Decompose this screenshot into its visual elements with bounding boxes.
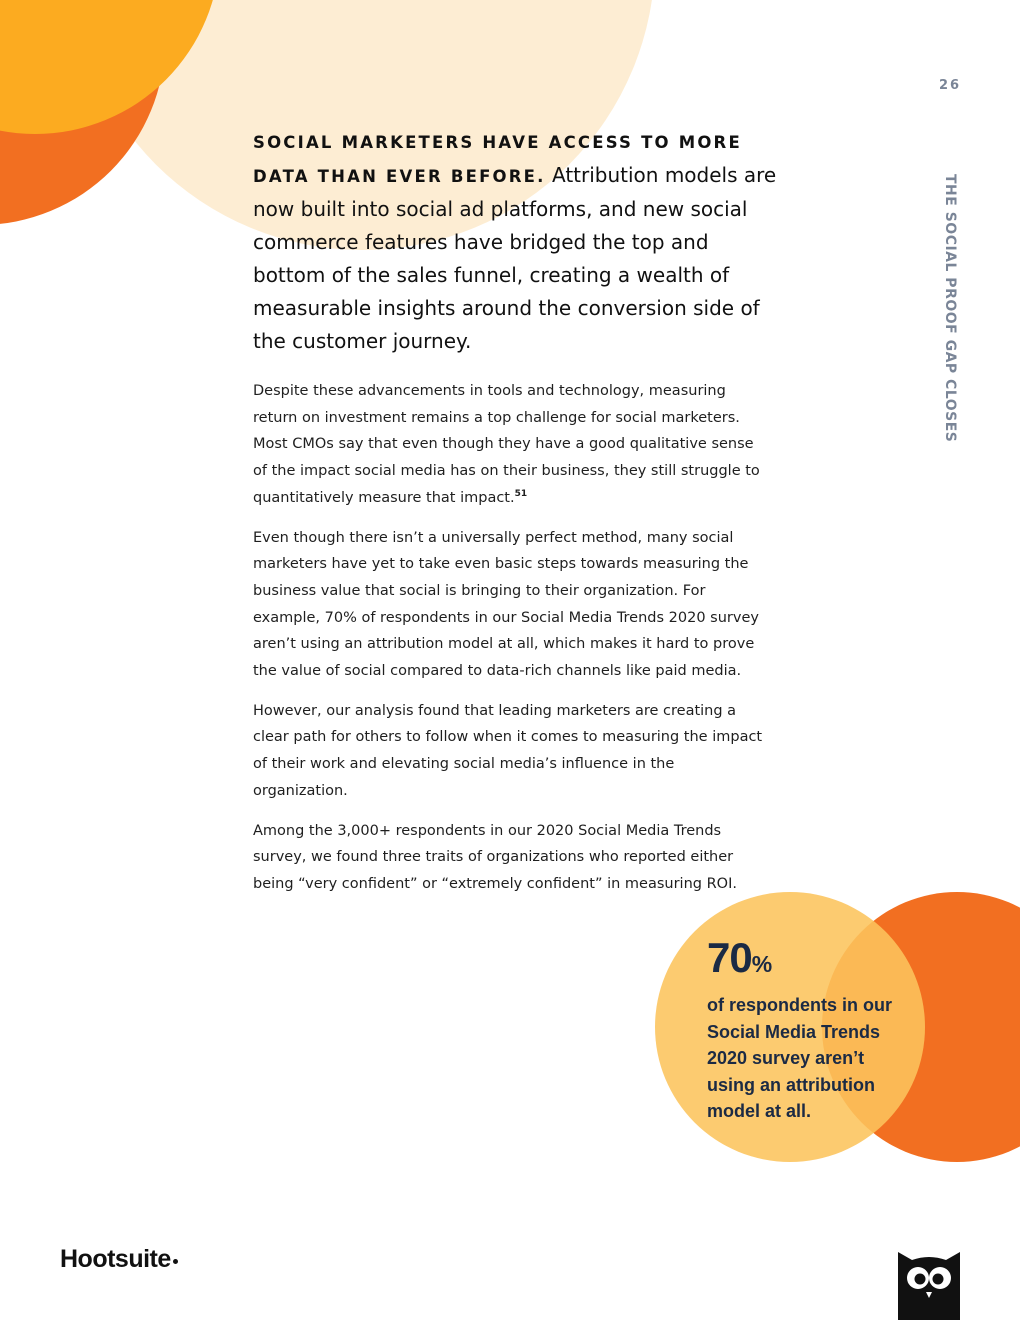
main-content [253,125,783,911]
body-paragraph-1 [253,378,768,512]
hootsuite-logo [60,1245,178,1274]
owl-icon [896,1248,962,1320]
body-paragraph-3: However, our analysis found that leading marketers are creating a clear path for others to follow when it comes to measuring the impact of their work and elevating social media’s influence in the organization. [253,702,763,799]
body-paragraph-2: Even though there isn’t a universally perfect method, many social marketers have yet to take even basic steps towards measuring the business value that social is bringing to their organization. For example, 70% of respondents in our Social Media Trends 2020 survey aren’t using an attribution model at all, which makes it hard to prove the value of social compared to data-rich channels like paid media. [253,529,759,680]
page-number: 26 [938,78,962,93]
brand-dot-icon [173,1259,178,1264]
body-paragraph-1-text: Despite these advancements in tools and technology, measuring return on investment remains a top challenge for social marketers. Most CMOs say that even though they have a good qualitative sense of the impact social media has on their business, they still struggle to quantitatively measure that impact. [253,383,760,506]
section-title: THE SOCIAL PROOF GAP CLOSES [942,174,958,443]
stat-description: of respondents in our Social Media Trends 2020 survey aren’t using an attribution model at all. [707,995,893,1121]
lead-caps-text: SOCIAL MARKETERS HAVE ACCESS TO MORE DATA THAN EVER BEFORE. [253,133,742,186]
footnote-reference[interactable]: 51 [514,488,528,499]
lead-paragraph [253,125,783,358]
stat-unit: % [751,951,773,977]
brand-name: Hootsuite [60,1245,171,1273]
stat-value: 70 [707,934,752,981]
stat-callout [707,930,912,1125]
body-paragraph-4: Among the 3,000+ respondents in our 2020 Social Media Trends survey, we found three traits of organizations who reported either being “very confident” or “extremely confident” in measuring ROI. [253,822,737,892]
stat-value-line [707,930,912,992]
lead-rest-text: Attribution models are now built into social ad platforms, and new social commerce features have bridged the top and bottom of the sales funnel, creating a wealth of measurable insights around the conversion side of the customer journey. [253,163,777,353]
